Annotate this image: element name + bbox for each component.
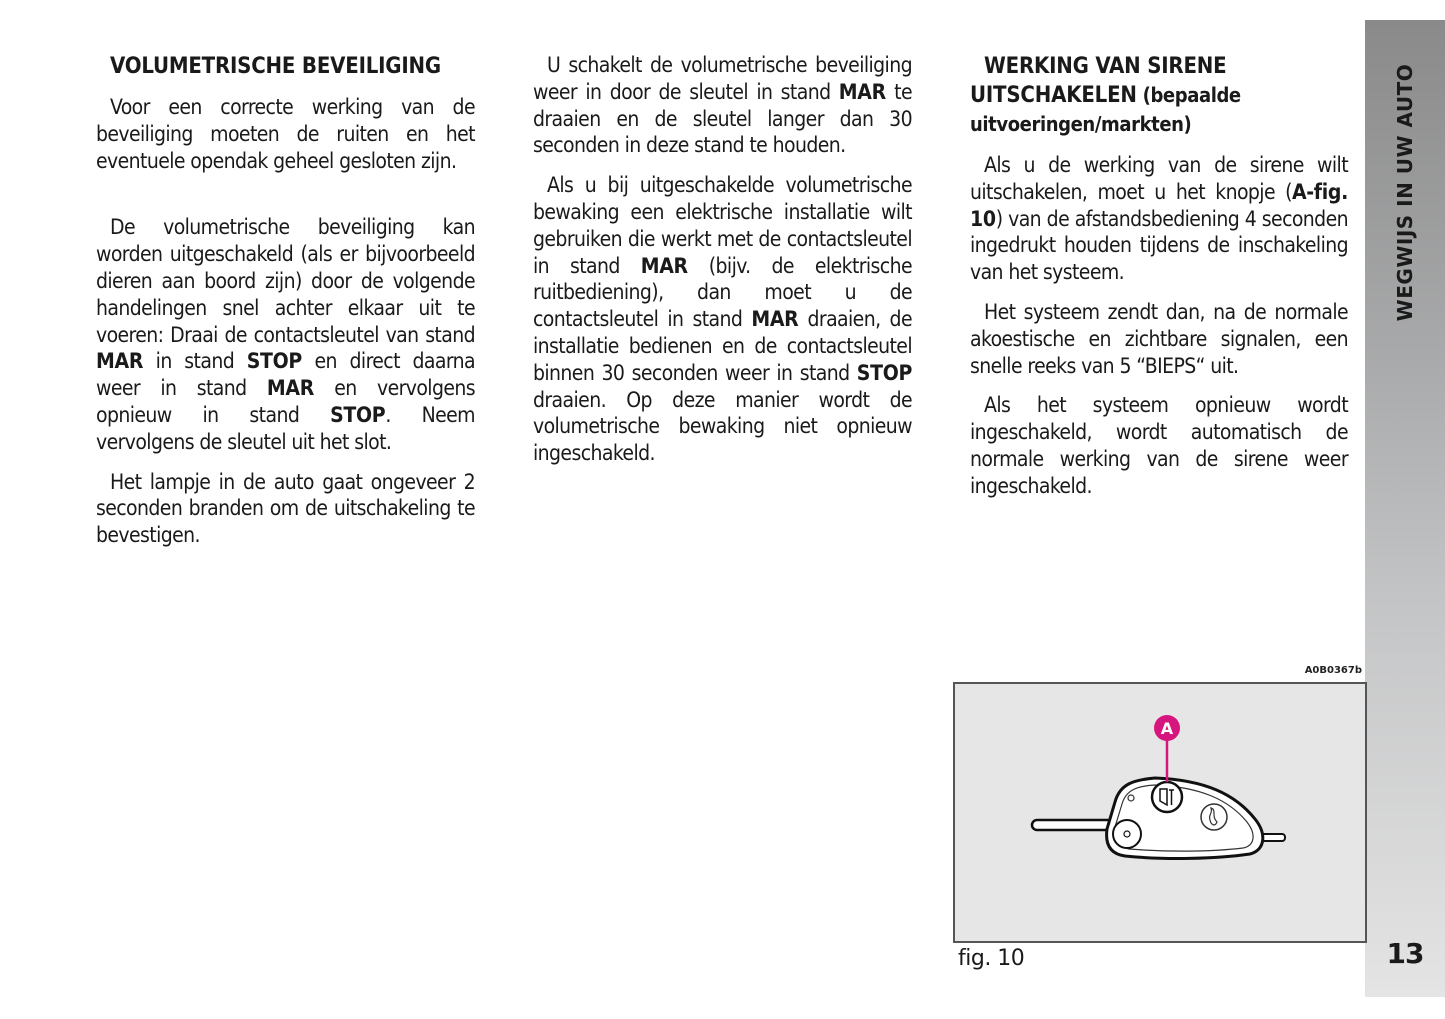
bold-term: MAR: [266, 376, 314, 401]
section-heading-volumetric-security: VOLUMETRISCHE BEVEILIGING: [110, 54, 441, 79]
bold-term: MAR: [751, 307, 799, 332]
paragraph: [533, 52, 912, 159]
figure-caption: fig. 10: [958, 946, 1025, 971]
column-right: [970, 52, 1348, 513]
section-sidebar-tab: [1365, 20, 1445, 997]
paragraph: Het systeem zendt dan, na de normale akoestische en zichtbare signalen, een snelle reeks van 5 “BIEPS“ uit.: [970, 299, 1348, 378]
bold-term: STOP: [330, 402, 386, 427]
sidebar-title-wrap: [1365, 20, 1445, 350]
text: (bijv. de elektrische ruitbediening), dan moet u de contactsleutel in stand: [533, 253, 912, 332]
paragraph: Als het systeem opnieuw wordt ingeschakeld, wordt automatisch de normale werking van de sirene weer ingeschakeld.: [970, 393, 1348, 498]
text: draaien, de installatie bedienen en de contactsleutel binnen 30 seconden weer in stand: [533, 307, 912, 385]
page-number: 13: [1386, 937, 1424, 970]
paragraph: [533, 172, 912, 467]
text: ) van de afstandsbediening 4 seconden ingedrukt houden tijdens de inschakeling van het systeem.: [970, 206, 1348, 285]
text: . Neem vervolgens de sleutel uit het slot.: [96, 402, 475, 454]
bold-term: STOP: [856, 360, 912, 385]
paragraph: [96, 214, 475, 455]
figure-reference: A-fig. 10: [970, 179, 1348, 231]
text: en vervolgens opnieuw in stand: [96, 376, 475, 427]
bold-term: MAR: [838, 79, 886, 104]
text: De volumetrische beveiliging kan worden uitgeschakeld (als er bijvoorbeeld dieren aan boord zijn) door de volgende handelingen snel achter elkaar uit te voeren: Draai de contactsleutel van stand: [96, 215, 475, 347]
text: in stand: [143, 349, 247, 374]
bold-term: STOP: [246, 349, 302, 374]
text: U schakelt de volumetrische beveiliging weer in door de sleutel in stand: [533, 53, 912, 104]
key-blade: [1032, 820, 1114, 830]
text: Als u de werking van de sirene wilt uitschakelen, moet u het knopje (: [970, 153, 1348, 204]
figure-code: A0B0367b: [1304, 665, 1362, 676]
column-middle: [533, 52, 912, 480]
paragraph: Het lampje in de auto gaat ongeveer 2 seconden branden om de uitschakeling te bevestigen.: [96, 469, 475, 548]
remote-key-illustration: [955, 684, 1365, 941]
heading-subtitle: (bepaalde uitvoeringen/markten): [970, 83, 1241, 136]
callout-a-label: A: [1160, 719, 1174, 738]
column-left: [96, 52, 475, 562]
section-heading-siren-disable: [970, 52, 1348, 139]
text: draaien. Op deze manier wordt de volumetrische bewaking niet opnieuw ingeschakeld.: [533, 387, 912, 466]
text: Als u bij uitgeschakelde volumetrische bewaking een elektrische installatie wilt gebruiken die werkt met de contactsleutel in stand: [533, 173, 912, 278]
text: te draaien en de sleutel langer dan 30 seconden in deze stand te houden.: [533, 79, 913, 158]
section-title-vertical: WEGWIJS IN UW AUTO: [1393, 63, 1417, 322]
bold-term: MAR: [640, 253, 688, 278]
text: en direct daarna weer in stand: [96, 349, 475, 401]
paragraph: [970, 152, 1348, 286]
bold-term: MAR: [96, 349, 144, 374]
figure-remote-key: [953, 682, 1367, 943]
heading-main: WERKING VAN SIRENE UITSCHAKELEN: [970, 54, 1227, 108]
paragraph: Voor een correcte werking van de beveiliging moeten de ruiten en het eventuele opendak geheel gesloten zijn.: [96, 95, 475, 173]
